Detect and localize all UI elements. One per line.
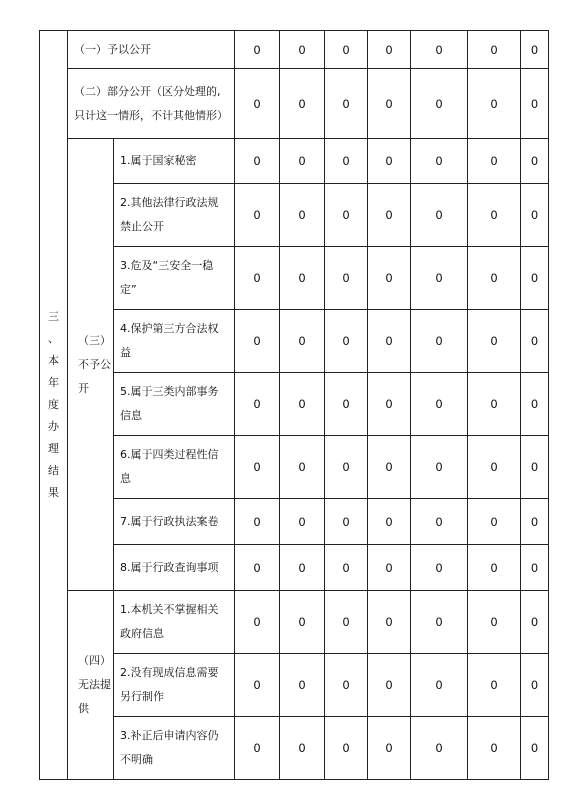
- table-row: [40, 436, 549, 499]
- count-cell: 0: [280, 139, 325, 184]
- cell-text-line: 信息: [120, 409, 142, 422]
- count-cell: 0: [235, 499, 280, 545]
- count-cell: 0: [280, 69, 325, 139]
- count-cell: 0: [521, 310, 549, 373]
- count-cell: 0: [411, 436, 468, 499]
- count-cell: 0: [235, 717, 280, 780]
- count-cell: 0: [325, 717, 368, 780]
- count-cell: 0: [280, 310, 325, 373]
- count-cell: 0: [521, 139, 549, 184]
- count-cell: 0: [521, 717, 549, 780]
- count-cell: 0: [368, 654, 411, 717]
- cell-text-line: 5.属于三类内部事务: [120, 385, 219, 398]
- count-cell: 0: [368, 499, 411, 545]
- table-row: [40, 69, 549, 139]
- count-cell: 0: [368, 310, 411, 373]
- count-cell: 0: [235, 436, 280, 499]
- count-cell: 0: [521, 545, 549, 591]
- cell-text-line: 1.属于国家秘密: [120, 154, 197, 167]
- count-cell: 0: [468, 69, 521, 139]
- count-cell: 0: [468, 184, 521, 247]
- count-cell: 0: [468, 139, 521, 184]
- count-cell: 0: [468, 31, 521, 69]
- count-cell: 0: [280, 654, 325, 717]
- count-cell: 0: [280, 373, 325, 436]
- count-cell: 0: [235, 591, 280, 654]
- section-char: 结: [48, 464, 59, 477]
- item-label: [114, 139, 235, 184]
- item-label: [114, 436, 235, 499]
- count-cell: 0: [280, 184, 325, 247]
- cell-text-line: 开: [78, 381, 89, 395]
- count-cell: 0: [280, 717, 325, 780]
- item-label: [114, 654, 235, 717]
- count-cell: 0: [325, 31, 368, 69]
- count-cell: 0: [521, 184, 549, 247]
- count-cell: 0: [280, 499, 325, 545]
- count-cell: 0: [368, 717, 411, 780]
- count-cell: 0: [521, 31, 549, 69]
- count-cell: 0: [325, 436, 368, 499]
- count-cell: 0: [411, 373, 468, 436]
- count-cell: 0: [325, 184, 368, 247]
- count-cell: 0: [368, 31, 411, 69]
- count-cell: 0: [411, 717, 468, 780]
- count-cell: 0: [521, 591, 549, 654]
- count-cell: 0: [411, 247, 468, 310]
- cell-text-line: 不明确: [120, 753, 153, 766]
- cell-text-line: 供: [78, 702, 89, 715]
- count-cell: 0: [411, 139, 468, 184]
- item-label: [114, 499, 235, 545]
- cell-text-line: 8.属于行政查询事项: [120, 560, 219, 574]
- table-row: [40, 499, 549, 545]
- table-row: [40, 139, 549, 184]
- section-char: 办: [48, 420, 59, 433]
- cell-text-line: （三）: [78, 333, 111, 347]
- cell-text-line: 益: [120, 346, 131, 359]
- count-cell: 0: [468, 247, 521, 310]
- count-cell: 0: [235, 654, 280, 717]
- count-cell: 0: [280, 436, 325, 499]
- count-cell: 0: [325, 373, 368, 436]
- table-row: [40, 310, 549, 373]
- item-label: [114, 591, 235, 654]
- count-cell: 0: [235, 69, 280, 139]
- count-cell: 0: [521, 373, 549, 436]
- count-cell: 0: [368, 247, 411, 310]
- count-cell: 0: [325, 310, 368, 373]
- count-cell: 0: [368, 69, 411, 139]
- count-cell: 0: [468, 310, 521, 373]
- count-cell: 0: [468, 717, 521, 780]
- count-cell: 0: [411, 545, 468, 591]
- count-cell: 0: [368, 139, 411, 184]
- cell-text-line: 只计这一情形，不计其他情形）: [74, 108, 228, 122]
- cell-text-line: 禁止公开: [120, 220, 164, 233]
- count-cell: 0: [235, 545, 280, 591]
- count-cell: 0: [235, 373, 280, 436]
- section-char: 果: [48, 486, 59, 499]
- table-row: [40, 654, 549, 717]
- count-cell: 0: [280, 545, 325, 591]
- count-cell: 0: [325, 69, 368, 139]
- row-label-部分公开: [68, 69, 235, 139]
- item-label: [114, 717, 235, 780]
- count-cell: 0: [521, 499, 549, 545]
- cell-text-line: 政府信息: [120, 627, 164, 640]
- count-cell: 0: [280, 31, 325, 69]
- group-label-无法提供: [68, 591, 114, 780]
- count-cell: 0: [411, 499, 468, 545]
- count-cell: 0: [468, 499, 521, 545]
- count-cell: 0: [411, 591, 468, 654]
- count-cell: 0: [280, 247, 325, 310]
- count-cell: 0: [521, 247, 549, 310]
- cell-text-line: 定”: [120, 283, 137, 296]
- count-cell: 0: [411, 31, 468, 69]
- count-cell: 0: [325, 654, 368, 717]
- cell-text-line: 另行制作: [120, 690, 164, 703]
- count-cell: 0: [368, 373, 411, 436]
- count-cell: 0: [280, 591, 325, 654]
- count-cell: 0: [235, 247, 280, 310]
- cell-text-line: （二）部分公开（区分处理的,: [74, 84, 221, 98]
- cell-text-line: 3.补正后申请内容仍: [120, 729, 219, 742]
- item-label: [114, 373, 235, 436]
- section-char: 年: [48, 376, 59, 389]
- table-row: [40, 247, 549, 310]
- count-cell: 0: [521, 654, 549, 717]
- cell-text-line: 6.属于四类过程性信: [120, 448, 219, 461]
- cell-text-line: 不予公: [78, 357, 111, 371]
- count-cell: 0: [325, 139, 368, 184]
- row-label-予以公开: （一）予以公开: [68, 31, 235, 69]
- cell-text-line: 1.本机关不掌握相关: [120, 603, 219, 616]
- count-cell: 0: [235, 184, 280, 247]
- cell-text-line: 4.保护第三方合法权: [120, 322, 219, 335]
- count-cell: 0: [325, 499, 368, 545]
- count-cell: 0: [368, 591, 411, 654]
- count-cell: 0: [468, 545, 521, 591]
- count-cell: 0: [468, 373, 521, 436]
- item-label: [114, 545, 235, 591]
- item-label: [114, 247, 235, 310]
- cell-text-line: 无法提: [78, 678, 111, 691]
- count-cell: 0: [325, 591, 368, 654]
- cell-text-line: 7.属于行政执法案卷: [120, 514, 219, 528]
- count-cell: 0: [235, 31, 280, 69]
- section-char: 三: [48, 310, 59, 323]
- cell-text-line: 2.没有现成信息需要: [120, 666, 219, 679]
- cell-text-line: （四）: [78, 654, 111, 667]
- cell-text-line: 2.其他法律行政法规: [120, 196, 219, 209]
- count-cell: 0: [468, 591, 521, 654]
- count-cell: 0: [411, 69, 468, 139]
- count-cell: 0: [521, 436, 549, 499]
- count-cell: 0: [235, 310, 280, 373]
- table-row: [40, 184, 549, 247]
- section-char: 理: [48, 442, 59, 455]
- table-row: [40, 717, 549, 780]
- count-cell: 0: [235, 139, 280, 184]
- table-row: [40, 545, 549, 591]
- cell-text-line: 息: [120, 472, 131, 485]
- count-cell: 0: [368, 545, 411, 591]
- count-cell: 0: [521, 69, 549, 139]
- section-char: 、: [48, 332, 59, 345]
- count-cell: 0: [411, 654, 468, 717]
- cell-text-line: 3.危及“三安全一稳: [120, 259, 214, 272]
- section-char: 本: [48, 354, 59, 367]
- count-cell: 0: [411, 310, 468, 373]
- section-char: 度: [48, 398, 59, 411]
- table-row: [40, 31, 549, 69]
- count-cell: 0: [468, 654, 521, 717]
- count-cell: 0: [368, 436, 411, 499]
- section-label: [40, 31, 68, 780]
- count-cell: 0: [325, 247, 368, 310]
- table-row: [40, 373, 549, 436]
- item-label: [114, 184, 235, 247]
- count-cell: 0: [368, 184, 411, 247]
- disclosure-results-table: [39, 30, 549, 780]
- count-cell: 0: [411, 184, 468, 247]
- table-row: [40, 591, 549, 654]
- item-label: [114, 310, 235, 373]
- count-cell: 0: [468, 436, 521, 499]
- count-cell: 0: [325, 545, 368, 591]
- group-label-不予公开: [68, 139, 114, 591]
